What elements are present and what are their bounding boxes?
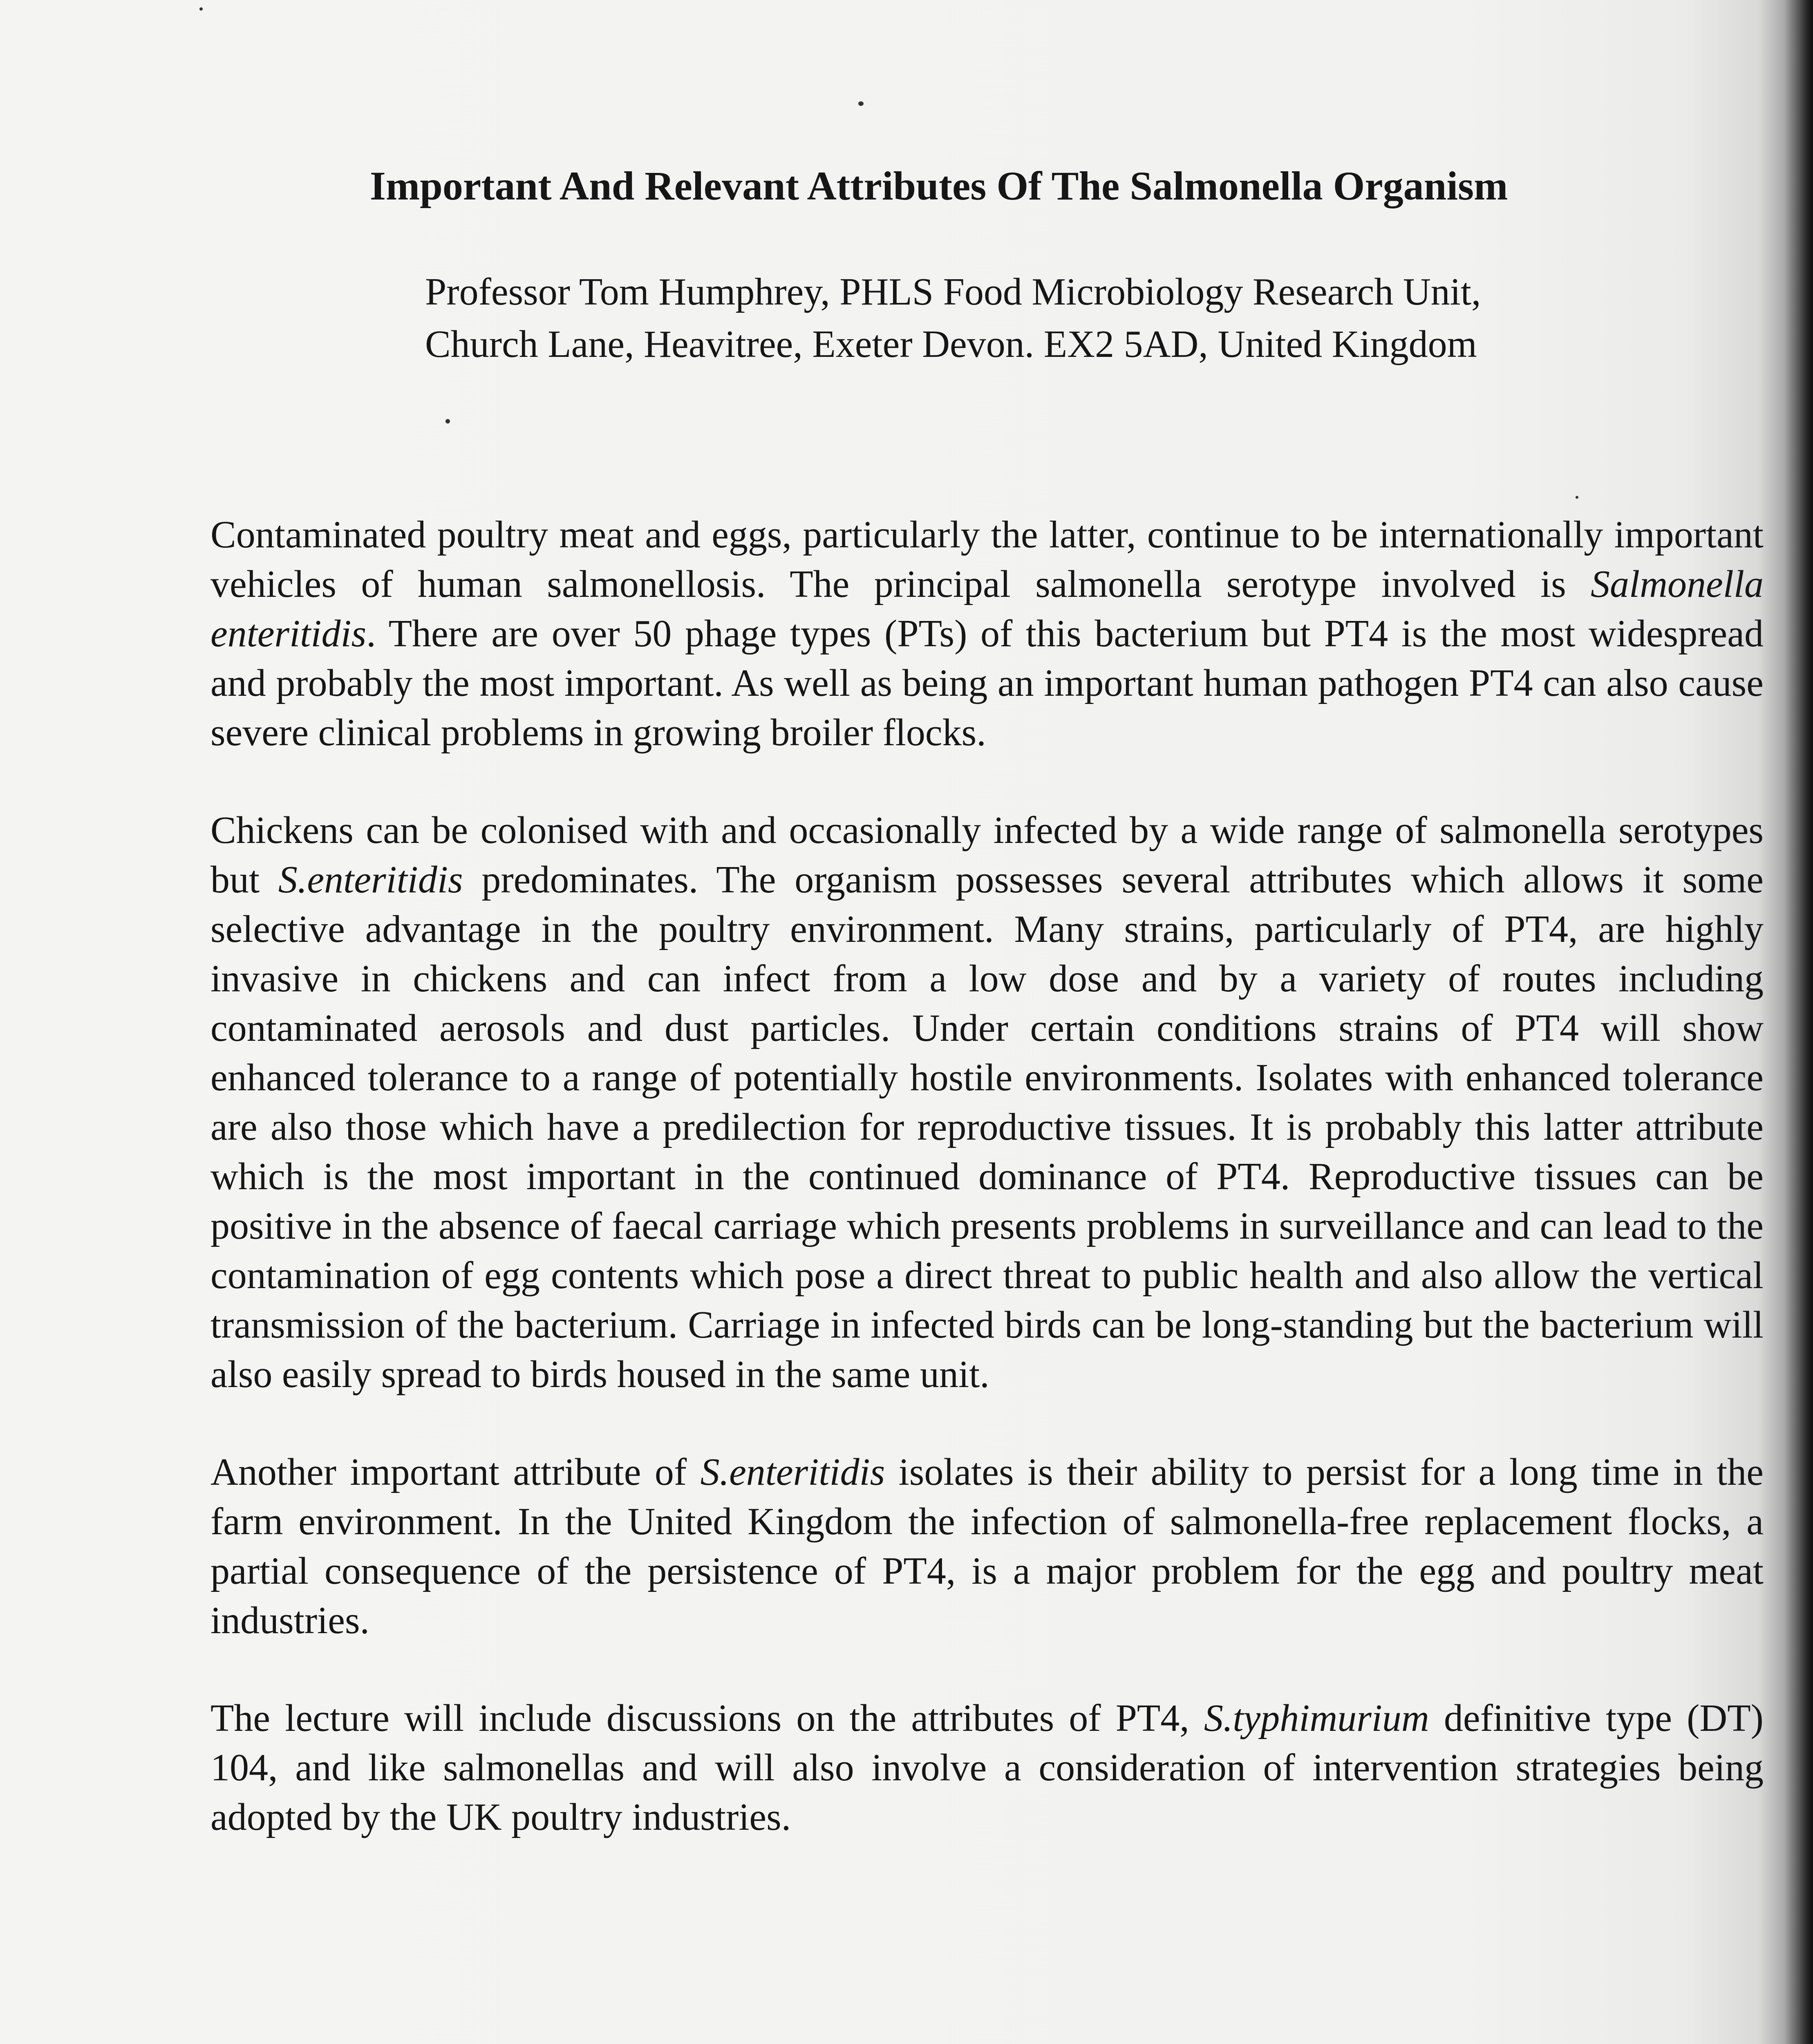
address-line: Church Lane, Heavitree, Exeter Devon. EX2 5AD, United Kingdom	[425, 323, 1477, 365]
author-line: Professor Tom Humphrey, PHLS Food Microbiology Research Unit,	[425, 271, 1481, 313]
paragraph-3	[210, 1448, 1764, 1645]
text-run: Another important attribute of	[210, 1451, 701, 1493]
scan-speck	[445, 419, 450, 424]
scan-speck	[199, 7, 203, 11]
text-run: definitive type (DT) 104, and like salmonellas and will also involve a consideration of intervention strategies being adopted by the UK poultry industries.	[210, 1697, 1764, 1838]
binding-shadow	[1784, 0, 1813, 2044]
species-name: S.enteritidis	[700, 1451, 885, 1493]
abstract-body	[210, 510, 1764, 1842]
paragraph-4	[210, 1694, 1764, 1842]
text-run: Contaminated poultry meat and eggs, particularly the latter, continue to be internationally important vehicles of human salmonellosis. The principal salmonella serotype involved is	[210, 513, 1764, 605]
paragraph-1	[210, 510, 1764, 758]
scan-speck	[858, 101, 864, 106]
document-title: Important And Relevant Attributes Of The Salmonella Organism	[370, 163, 1508, 208]
text-run: . There are over 50 phage types (PTs) of this bacterium but PT4 is the most widespread and probably the most important. As well as being an important human pathogen PT4 can also cause severe clinical problems in growing broiler flocks.	[210, 612, 1764, 754]
species-name: S.enteritidis	[278, 858, 463, 901]
text-run: predominates. The organism possesses several attributes which allows it some selective advantage in the poultry environment. Many strains, particularly of PT4, are highly invasive in chickens and can infect from a low dose and by a variety of routes including contaminated aerosols and dust particles. Under certain conditions strains of PT4 will show enhanced tolerance to a range of potentially hostile environments. Isolates with enhanced tolerance are also those which have a predilection for reproductive tissues. It is probably this latter attribute which is the most important in the continued dominance of PT4. Reproductive tissues can be positive in the absence of faecal carriage which presents problems in surveillance and can lead to the contamination of egg contents which pose a direct threat to public health and also allow the vertical transmission of the bacterium. Carriage in infected birds can be long-standing but the bacterium will also easily spread to birds housed in the same unit.	[210, 858, 1764, 1396]
scan-speck	[1576, 496, 1578, 499]
author-affiliation	[425, 266, 1610, 370]
text-run: Chickens can be colonised with and occasionally infected by a wide range of salmonella serotypes but	[210, 809, 1764, 901]
species-name: Salmonella enteritidis	[210, 563, 1764, 655]
text-run: isolates is their ability to persist for a long time in the farm environment. In the United Kingdom the infection of salmonella-free replacement flocks, a partial consequence of the persistence of PT4, is a major problem for the egg and poultry meat industries.	[210, 1451, 1764, 1642]
paragraph-2	[210, 806, 1764, 1399]
species-name: S.typhimurium	[1204, 1697, 1429, 1739]
text-run: The lecture will include discussions on the attributes of PT4,	[210, 1697, 1204, 1739]
